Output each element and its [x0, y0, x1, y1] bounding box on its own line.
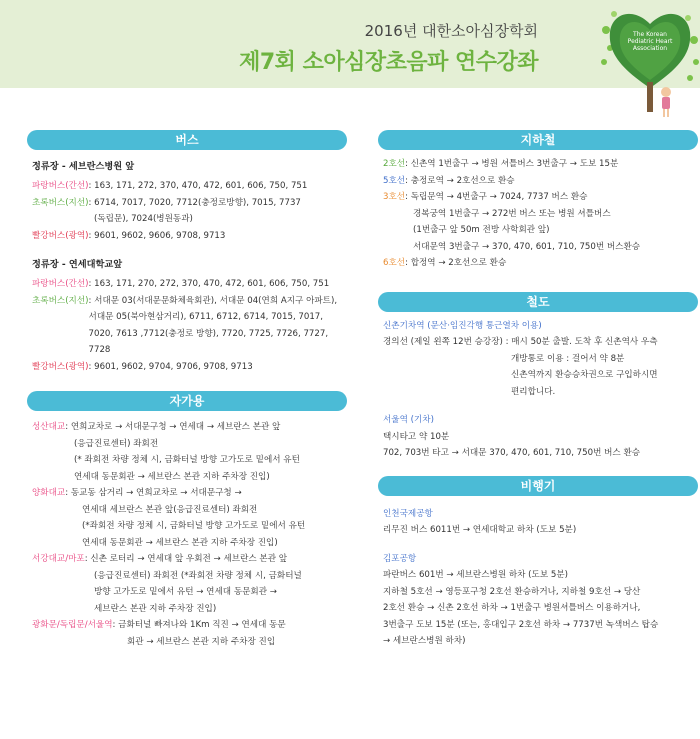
subway-row: 5호선 : 충정로역 → 2호선으로 환승: [383, 175, 515, 186]
bus-row: 초록버스(지선) : 서대문 03(서대문문화체육회관), 서대문 04(연희 A지구 아파트), 서대문 05(북아현삼거리), 6711, 6712, 6714, 7015, 7017, 7020, 7613 ,7712(충정로 방향), 7720, 7725, 7726, 7727, 7728: [32, 295, 338, 355]
bus-row: 파랑버스(간선) : 163, 171, 272, 370, 470, 472, 601, 606, 750, 751: [32, 181, 308, 191]
section-car-heading: 자가용: [27, 391, 347, 411]
logo-line-1: The Korean: [633, 31, 667, 38]
plane-sub-2: 김포공항: [383, 553, 417, 564]
logo-line-2: Pediatric Heart: [627, 38, 673, 45]
car-route: 성산대교 : 연희교차로 → 서대문구청 → 연세대 → 세브란스 본관 앞 (응급진료센터) 좌회전 (* 좌회전 차량 정체 시, 금화터널 방향 고가도로 밑에서 유턴 연세대 동문회관 → 세브란스 본관 지하 주차장 진입): [32, 422, 300, 482]
car-routes: [32, 419, 347, 650]
subway-row: 3호선 : 독립문역 → 4번출구 → 7024, 7737 버스 환승: [383, 192, 588, 202]
bus-row: 파랑버스(간선) : 163, 171, 270, 272, 370, 470, 472, 601, 606, 750, 751: [32, 279, 330, 289]
logo-line-3: Association: [632, 45, 668, 52]
subway-row: 2호선 : 신촌역 1번출구 → 병원 셔틀버스 3번출구 → 도보 15분: [383, 159, 619, 169]
bus-stop-2-title: 정류장 - 연세대학교앞: [32, 259, 123, 270]
tree-trunk: [647, 82, 653, 112]
bus-row: 초록버스(지선) : 6714, 7017, 7020, 7712(충정로방향), 7015, 7737: [32, 197, 301, 208]
plane-sub-1: 인천국제공항: [383, 508, 433, 519]
bus-stop-1-list: [32, 178, 347, 244]
rail-sub-1: 신촌기차역 (문산·임진각행 통근열차 이용): [383, 320, 542, 331]
subway-row: 경복궁역 1번출구 → 272번 버스 또는 병원 셔틀버스: [413, 208, 611, 219]
bus-stop-2-list: [32, 276, 347, 375]
heart-tree-logo: [600, 0, 700, 120]
right-column: [378, 130, 698, 650]
rail-content: 신촌기차역 (문산·임진각행 통근열차 이용) 경의선 (제일 왼쪽 12번 승강장) : 매시 50분 출발. 도착 후 신촌역사 우측 개방통로 이용 : 걸어서 약 8분 신촌역까지 환승승차권으로 구입하시면 편리합니다. 서울역 (기차) 택시타고 약 10분 702, 703번 타고 → 서대문 370, 470, 601, 710, 750번 버스 환승: [383, 318, 698, 462]
car-route: 양화대교 : 동교동 삼거리 → 연희교차로 → 서대문구청 → 연세대 세브란스 본관 앞(응급진료센터) 좌회전 (*좌회전 차량 정체 시, 금화터널 방향 고가도로 밑에서 유턴 연세대 동문회관 → 세브란스 본관 지하 주차장 진입): [32, 488, 306, 548]
subway-row: (1번출구 앞 50m 전방 사학회관 앞): [413, 225, 550, 235]
bus-row-continuation: (독립문), 7024(병원동과): [94, 214, 193, 224]
header-year-title: 2016년 대한소아심장학회: [364, 22, 538, 40]
subway-row: 6호선 : 합정역 → 2호선으로 환승: [383, 258, 507, 268]
section-subway-heading: 지하철: [378, 130, 698, 150]
bus-stop-1-title: 정류장 - 세브란스병원 앞: [32, 161, 135, 172]
section-bus-heading: 버스: [27, 130, 347, 150]
bus-row: 빨강버스(광역) : 9601, 9602, 9606, 9708, 9713: [32, 230, 226, 241]
child-figure: [661, 87, 671, 117]
header-main-title: 제7회 소아심장초음파 연수강좌: [239, 50, 538, 75]
bus-row: 빨강버스(광역) : 9601, 9602, 9704, 9706, 9708, 9713: [32, 361, 253, 372]
left-column: [27, 130, 347, 650]
subway-list: [383, 156, 698, 272]
rail-sub-2: 서울역 (기차): [383, 415, 434, 425]
plane-content: 인천국제공항 리무진 버스 6011번 → 연세대학교 하차 (도보 5분) 김포공항 파란버스 601번 → 세브란스병원 하차 (도보 5분) 지하철 5호선 → 영등포구청 2호선 환승하거나, 지하철 9호선 → 당산 2호선 환승 → 신촌 2호선 하차 → 1번출구 병원셔틀버스 이용하거나, 3번출구 도보 15분 (또는, 홍대입구 2호선 하차 → 7737번 녹색버스 탑승 → 세브란스병원 하차): [383, 506, 698, 650]
section-plane-heading: 비행기: [378, 476, 698, 496]
car-route: 광화문/독립문/서울역 : 금화터널 빠져나와 1Km 직진 → 연세대 동문 회관 → 세브란스 본관 지하 주차장 진입: [32, 620, 286, 647]
header-banner: [0, 0, 700, 88]
subway-row: 서대문역 3번출구 → 370, 470, 601, 710, 750번 버스환승: [413, 241, 641, 252]
car-route: 서강대교/마포 : 신촌 로터리 → 연세대 앞 우회전 → 세브란스 본관 앞 (응급진료센터) 좌회전 (*좌회전 차량 정체 시, 금화터널 방향 고가도로 밑에서 유턴 → 연세대 동문회관 → 세브란스 본관 지하 주차장 진입): [32, 554, 302, 614]
section-rail-heading: 철도: [378, 292, 698, 312]
